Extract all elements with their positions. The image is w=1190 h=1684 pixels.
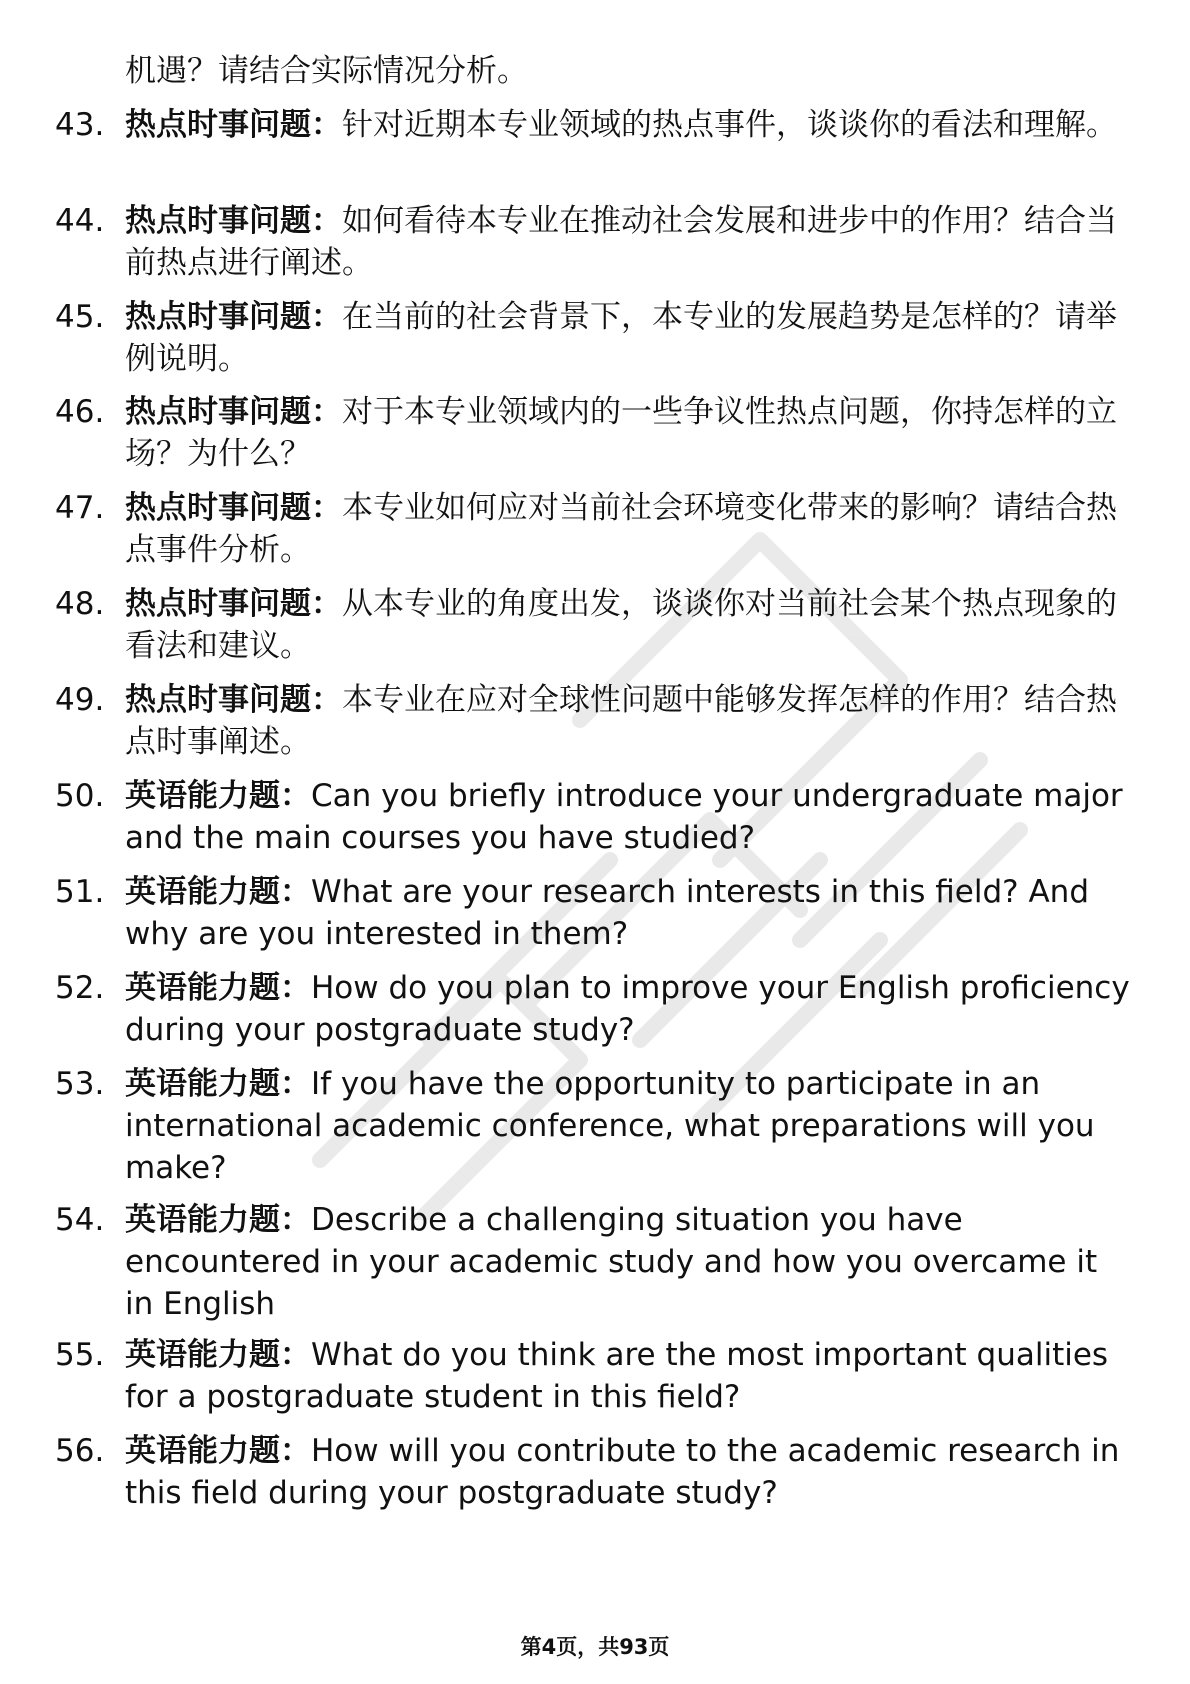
- item-body: [125, 104, 1135, 146]
- item-text: 本专业在应对全球性问题中能够发挥怎样的作用？结合热点时事阐述。: [125, 682, 1117, 760]
- item-number: 47.: [55, 490, 105, 526]
- continuation-text: 机遇？请结合实际情况分析。: [125, 53, 528, 89]
- list-item: [55, 583, 1135, 667]
- item-label: 英语能力题：: [125, 970, 311, 1006]
- list-item: [55, 487, 1135, 571]
- item-number: 56.: [55, 1433, 105, 1469]
- item-body: [125, 1334, 1135, 1418]
- item-number: 51.: [55, 874, 105, 910]
- item-text: How do you plan to improve your English proficiency during your postgraduate study?: [125, 970, 1130, 1048]
- item-number: 48.: [55, 586, 105, 622]
- item-body: [125, 1430, 1135, 1514]
- item-number: 49.: [55, 682, 105, 718]
- list-item: [55, 200, 1135, 284]
- item-label: 热点时事问题：: [125, 682, 342, 718]
- item-label: 热点时事问题：: [125, 107, 342, 143]
- list-item: [55, 296, 1135, 380]
- item-label: 英语能力题：: [125, 1337, 311, 1373]
- list-item: [55, 679, 1135, 763]
- list-item: [55, 1430, 1135, 1514]
- item-label: 热点时事问题：: [125, 586, 342, 622]
- item-number: 43.: [55, 107, 105, 143]
- list-item: [55, 1334, 1135, 1418]
- item-body: [125, 583, 1135, 667]
- item-body: [125, 775, 1135, 859]
- item-text: 本专业如何应对当前社会环境变化带来的影响？请结合热点事件分析。: [125, 490, 1117, 568]
- list-item: [55, 1063, 1135, 1189]
- item-number: 46.: [55, 394, 105, 430]
- item-body: [125, 296, 1135, 380]
- item-number: 53.: [55, 1066, 105, 1102]
- item-number: 52.: [55, 970, 105, 1006]
- list-item: [55, 1199, 1135, 1325]
- item-label: 热点时事问题：: [125, 490, 342, 526]
- list-item: [55, 775, 1135, 859]
- item-label: 热点时事问题：: [125, 203, 342, 239]
- item-text: If you have the opportunity to participate in an international academic conference, what preparations will you make?: [125, 1066, 1095, 1186]
- item-text: 对于本专业领域内的一些争议性热点问题，你持怎样的立场？为什么？: [125, 394, 1117, 472]
- item-text: Describe a challenging situation you have encountered in your academic study and how you overcame it in English: [125, 1202, 1098, 1322]
- item-label: 热点时事问题：: [125, 394, 342, 430]
- item-body: [125, 967, 1135, 1051]
- item-body: [125, 391, 1135, 475]
- item-label: 英语能力题：: [125, 874, 311, 910]
- item-text: 针对近期本专业领域的热点事件，谈谈你的看法和理解。: [342, 107, 1117, 143]
- item-number: 55.: [55, 1337, 105, 1373]
- item-text: What are your research interests in this field? And why are you interested in them?: [125, 874, 1090, 952]
- item-label: 英语能力题：: [125, 1433, 311, 1469]
- item-number: 50.: [55, 778, 105, 814]
- item-body: [125, 871, 1135, 955]
- item-text: How will you contribute to the academic research in this field during your postgraduate study?: [125, 1433, 1120, 1511]
- item-label: 英语能力题：: [125, 778, 311, 814]
- item-text: 从本专业的角度出发，谈谈你对当前社会某个热点现象的看法和建议。: [125, 586, 1117, 664]
- page-number-footer: 第4页，共93页: [520, 1635, 670, 1659]
- item-body: [125, 679, 1135, 763]
- item-text: Can you briefly introduce your undergraduate major and the main courses you have studied?: [125, 778, 1123, 856]
- list-item: [55, 104, 1135, 146]
- item-label: 热点时事问题：: [125, 299, 342, 335]
- item-number: 44.: [55, 203, 105, 239]
- list-item: [55, 871, 1135, 955]
- item-label: 英语能力题：: [125, 1066, 311, 1102]
- list-item: [55, 967, 1135, 1051]
- item-body: [125, 487, 1135, 571]
- item-label: 英语能力题：: [125, 1202, 311, 1238]
- item-text: 如何看待本专业在推动社会发展和进步中的作用？结合当前热点进行阐述。: [125, 203, 1117, 281]
- item-text: 在当前的社会背景下，本专业的发展趋势是怎样的？请举例说明。: [125, 299, 1117, 377]
- item-body: [125, 1063, 1135, 1189]
- item-text: What do you think are the most important qualities for a postgraduate student in this field?: [125, 1337, 1109, 1415]
- item-number: 45.: [55, 299, 105, 335]
- item-body: [125, 1199, 1135, 1325]
- list-item: [55, 391, 1135, 475]
- item-body: [125, 200, 1135, 284]
- item-number: 54.: [55, 1202, 105, 1238]
